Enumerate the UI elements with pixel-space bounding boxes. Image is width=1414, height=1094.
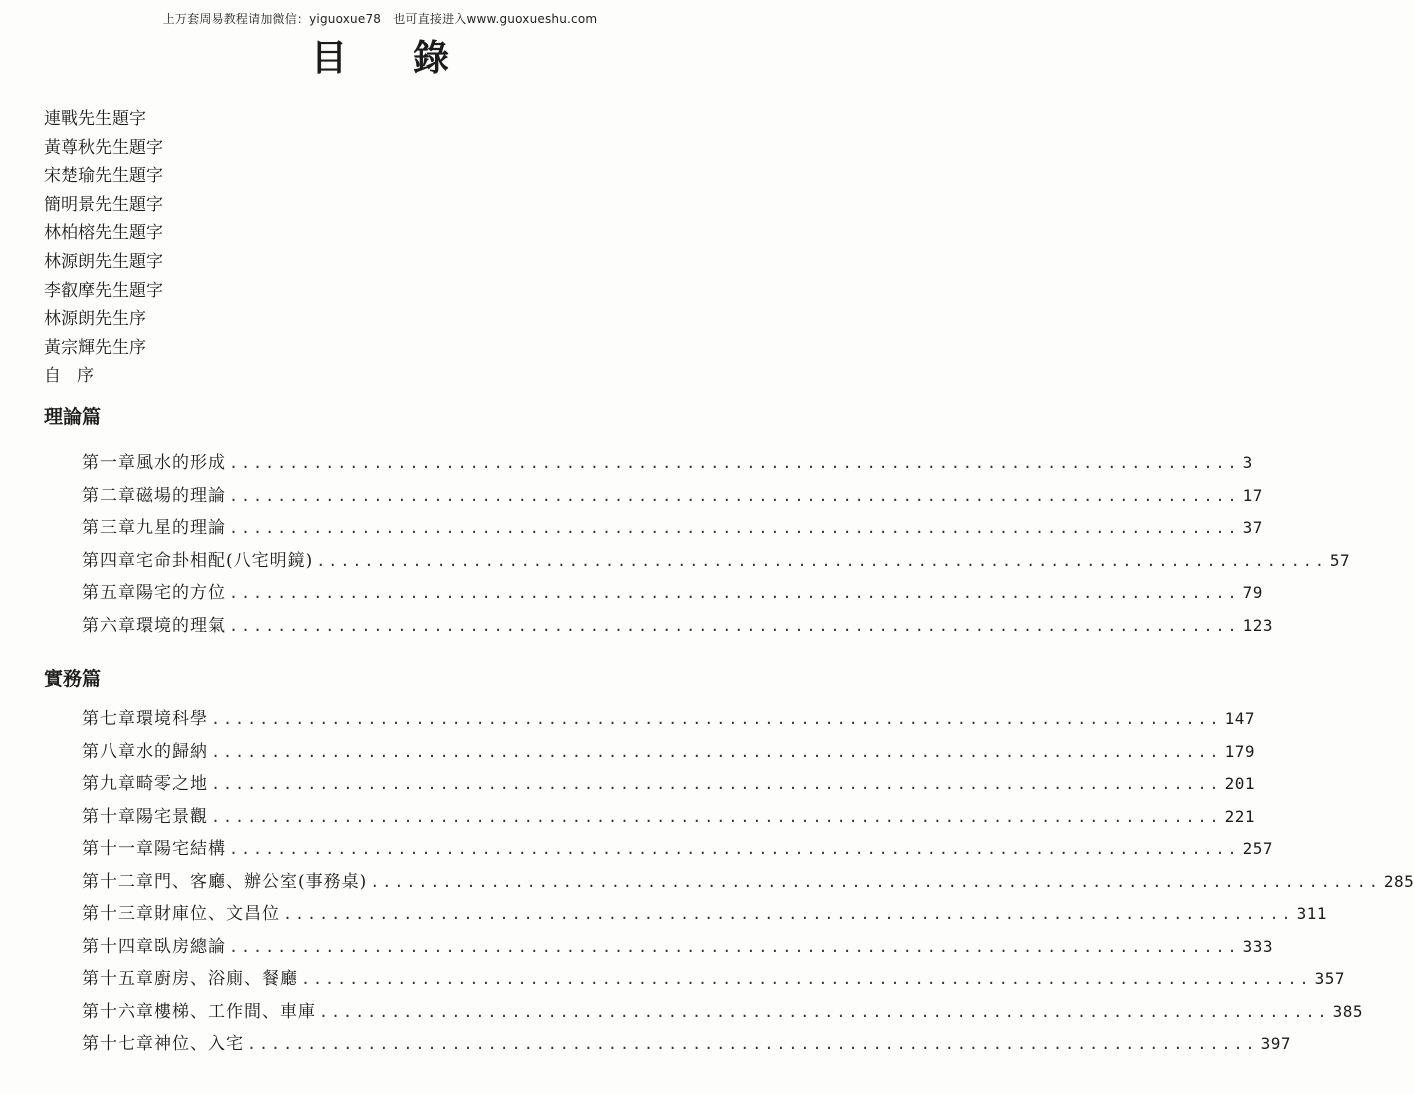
chapter-title: 水的歸納: [136, 741, 208, 762]
toc-entry: [82, 932, 1273, 965]
dot-leader: ....................................................................................: [316, 551, 1327, 570]
chapter-number: 第八章: [82, 741, 136, 762]
part-heading-theory: 理論篇: [44, 406, 102, 428]
chapter-number: 第五章: [82, 583, 136, 603]
toc-entry: [82, 546, 1351, 579]
chapter-number: 第四章: [82, 550, 136, 571]
toc-entry: [82, 867, 1414, 900]
chapter-title: 財庫位、文昌位: [154, 904, 280, 924]
page-number: 311: [1296, 904, 1327, 923]
dot-leader: ....................................................................................: [247, 1035, 1258, 1053]
chapter-title: 廚房、浴廁、餐廳: [154, 969, 298, 989]
page-number: 333: [1242, 936, 1273, 956]
dot-leader: ....................................................................................: [211, 775, 1222, 793]
chapter-title: 樓梯、工作間、車庫: [154, 1001, 316, 1022]
chapter-title: 陽宅景觀: [136, 806, 208, 827]
page-title: 目錄: [310, 37, 515, 79]
chapter-title: 環境的理氣: [136, 615, 226, 636]
chapter-number: 第七章: [82, 709, 136, 729]
front-matter-item: 林源朗先生題字: [44, 251, 163, 272]
chapter-number: 第十章: [82, 806, 136, 827]
page-number: 357: [1314, 969, 1345, 988]
front-matter-item: 林源朗先生序: [44, 309, 146, 330]
dot-leader: ....................................................................................: [229, 486, 1240, 505]
dot-leader: ....................................................................................: [319, 1002, 1330, 1021]
front-matter-item: 簡明景先生題字: [44, 194, 163, 215]
dot-leader: ....................................................................................: [370, 872, 1381, 891]
page-number: 179: [1224, 741, 1255, 761]
page-number: 79: [1242, 583, 1263, 602]
toc-entry: [82, 448, 1253, 481]
front-matter-item: 自序: [44, 366, 110, 387]
page-number: 385: [1332, 1001, 1363, 1021]
chapter-title: 九星的理論: [136, 518, 226, 538]
page-number: 221: [1224, 806, 1255, 826]
dot-leader: ....................................................................................: [229, 584, 1240, 602]
page-number: 37: [1242, 518, 1263, 537]
page-number: 257: [1242, 839, 1273, 858]
chapter-number: 第二章: [82, 485, 136, 506]
front-matter-item: 黃尊秋先生題字: [44, 137, 163, 158]
toc-entry: [82, 899, 1327, 932]
chapter-number: 第十六章: [82, 1001, 154, 1022]
toc-entry: [82, 611, 1273, 644]
toc-entry: [82, 834, 1273, 867]
dot-leader: ....................................................................................: [229, 616, 1240, 635]
page-number: 57: [1329, 550, 1351, 570]
front-matter-item: 李叡摩先生題字: [44, 280, 163, 301]
chapter-number: 第一章: [82, 453, 136, 473]
chapter-number: 第十四章: [82, 936, 154, 957]
page-number: 3: [1242, 453, 1253, 472]
chapter-title: 磁場的理論: [136, 485, 226, 506]
page-number: 285: [1383, 871, 1414, 891]
toc-entry: [82, 964, 1345, 997]
page-number: 201: [1224, 774, 1255, 793]
chapter-title: 陽宅結構: [154, 839, 226, 859]
chapter-title: 陽宅的方位: [136, 583, 226, 603]
chapter-title: 臥房總論: [154, 936, 226, 957]
toc-entry: [82, 997, 1363, 1030]
chapter-title: 環境科學: [136, 709, 208, 729]
chapter-number: 第十三章: [82, 904, 154, 924]
front-matter-item: 林柏榕先生題字: [44, 223, 163, 244]
page-number: 397: [1260, 1034, 1291, 1053]
chapter-title: 門、客廳、辦公室(事務桌): [154, 871, 368, 892]
chapter-title: 風水的形成: [136, 453, 226, 473]
page-number: 17: [1242, 485, 1263, 505]
front-matter-list: [44, 105, 163, 391]
chapter-title: 宅命卦相配(八宅明鏡): [136, 550, 314, 571]
toc-entry: [82, 1029, 1291, 1062]
chapter-number: 第十一章: [82, 839, 154, 859]
dot-leader: ....................................................................................: [301, 970, 1312, 988]
chapter-number: 第三章: [82, 518, 136, 538]
toc-entry: [82, 802, 1255, 835]
chapter-title: 畸零之地: [136, 774, 208, 794]
dot-leader: ....................................................................................: [211, 710, 1222, 728]
dot-leader: ....................................................................................: [283, 905, 1294, 923]
toc-entry: [82, 704, 1255, 737]
front-matter-item: 連戰先生題字: [44, 109, 146, 129]
toc-entry: [82, 481, 1263, 514]
dot-leader: ....................................................................................: [211, 742, 1222, 761]
dot-leader: ....................................................................................: [211, 807, 1222, 826]
part-heading-practice: 實務篇: [44, 668, 102, 690]
chapter-title: 神位、入宅: [154, 1034, 244, 1054]
chapter-number: 第十七章: [82, 1034, 154, 1054]
dot-leader: ....................................................................................: [229, 519, 1240, 537]
front-matter-item: 宋楚瑜先生題字: [44, 166, 163, 187]
dot-leader: ....................................................................................: [229, 840, 1240, 858]
toc-entry: [82, 578, 1263, 611]
page-number: 123: [1242, 615, 1273, 635]
toc-practice-list: [82, 704, 1414, 1062]
chapter-number: 第九章: [82, 774, 136, 794]
chapter-number: 第十二章: [82, 871, 154, 892]
page-number: 147: [1224, 709, 1255, 728]
front-matter-item: 黃宗輝先生序: [44, 337, 146, 358]
chapter-number: 第六章: [82, 615, 136, 636]
toc-entry: [82, 513, 1263, 546]
watermark-banner: 上万套周易教程请加微信：yiguoxue78 也可直接进入www.guoxueshu.com: [162, 12, 598, 26]
dot-leader: ....................................................................................: [229, 454, 1240, 472]
toc-entry: [82, 737, 1255, 770]
dot-leader: ....................................................................................: [229, 937, 1240, 956]
chapter-number: 第十五章: [82, 969, 154, 989]
toc-entry: [82, 769, 1255, 802]
toc-theory-list: [82, 448, 1351, 643]
